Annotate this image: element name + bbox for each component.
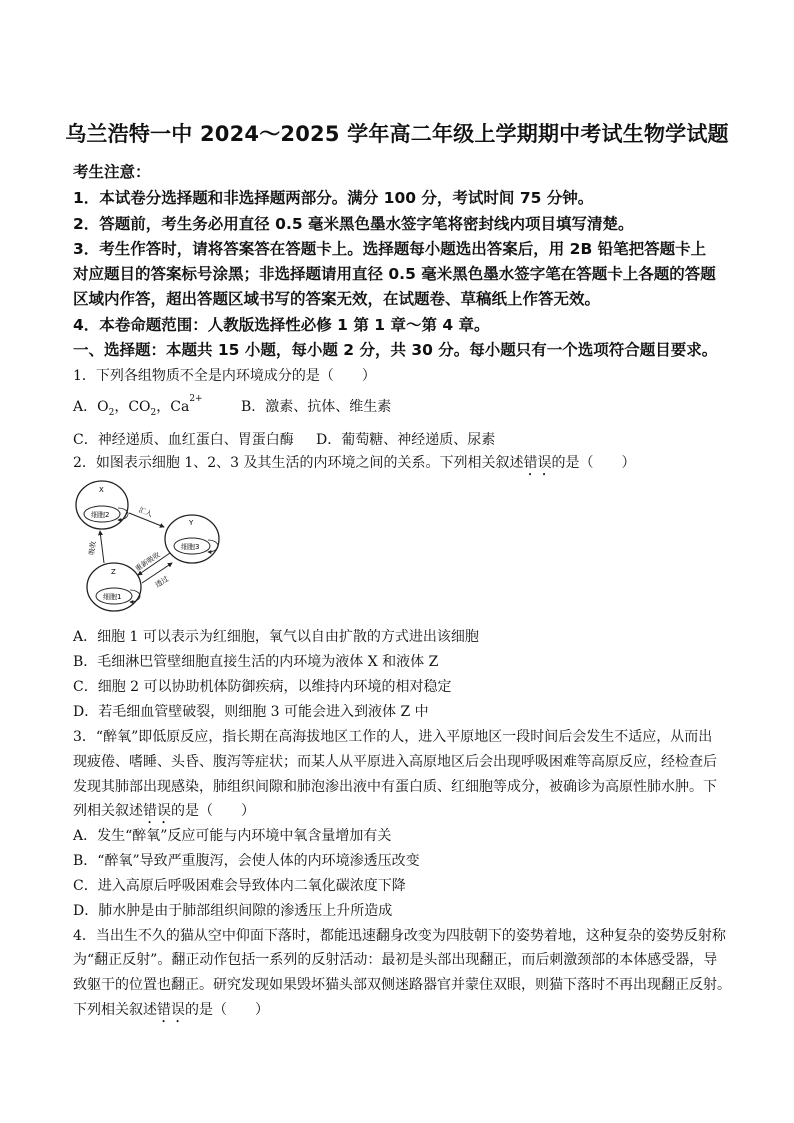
arrow-z-to-x	[100, 531, 104, 563]
q2-option-a: A．细胞 1 可以表示为红细胞，氧气以自由扩散的方式进出该细胞	[73, 629, 479, 645]
notice-heading: 考生注意：	[73, 163, 151, 181]
section-1-heading: 一、选择题：本题共 15 小题，每小题 2 分，共 30 分。每小题只有一个选项符合题目要求。	[73, 341, 718, 359]
arrow-chongxin-label: 重新吸收	[133, 550, 162, 574]
arrow-huiru-label: 汇入	[137, 505, 154, 519]
q3-option-a: A．发生“醉氧”反应可能与内环境中氧含量增加有关	[73, 828, 392, 844]
fluid-x-label: X	[99, 486, 104, 494]
cell-2-label: 细胞2	[91, 511, 110, 519]
fluid-z-label: Z	[111, 568, 116, 576]
q2-option-b: B．毛细淋巴管壁细胞直接生活的内环境为液体 X 和液体 Z	[73, 654, 439, 670]
notice-item-3-line-3: 区域内作答，超出答题区域书写的答案无效，在试题卷、草稿纸上作答无效。	[73, 290, 601, 308]
q4-stem-line-1: 4．当出生不久的猫从空中仰面下落时，都能迅速翻身改变为四肢朝下的姿势着地，这种复杂的姿势反射称	[73, 928, 726, 944]
q2-option-d: D．若毛细血管壁破裂，则细胞 3 可能会进入到液体 Z 中	[73, 704, 429, 720]
q4-stem-line-3: 致躯干的位置也翻正。研究发现如果毁坏猫头部双侧迷路器官并蒙住双眼，则猫下落时不再出现翻正反射。	[73, 977, 731, 993]
notice-item-4: 4．本卷命题范围：人教版选择性必修 1 第 1 章～第 4 章。	[73, 316, 490, 334]
q1-option-b: B．激素、抗体、维生素	[241, 399, 392, 415]
arrow-tougo-label: 透过	[153, 574, 170, 590]
q3-option-b: B．“醉氧”导致严重腹泻，会使人体的内环境渗透压改变	[73, 853, 420, 869]
cell-1-label: 细胞1	[103, 593, 122, 601]
q4-stem-line-2: 为“翻正反射”。翻正动作包括一系列的反射活动：最初是头部出现翻正，而后刺激颈部的本体感受器，导	[73, 952, 718, 968]
q3-option-c: C．进入高原后呼吸困难会导致体内二氧化碳浓度下降	[73, 878, 406, 894]
q1-option-a: A．$O_2$，$CO_2$，$Ca^{2+}$	[73, 394, 203, 418]
q2-stem: 2．如图表示细胞 1、2、3 及其生活的内环境之间的关系。下列相关叙述错误的是（ ）	[73, 455, 636, 471]
q1-option-c: C．神经递质、血红蛋白、胃蛋白酶	[73, 432, 294, 448]
q1-stem: 1．下列各组物质不全是内环境成分的是（ ）	[73, 368, 376, 384]
cell-3-label: 细胞3	[181, 543, 200, 551]
q3-option-d: D．肺水肿是由于肺部组织间隙的渗透压上升所造成	[73, 903, 393, 919]
body-fluid-diagram	[74, 477, 224, 615]
q2-option-c: C．细胞 2 可以协助机体防御疾病，以维持内环境的相对稳定	[73, 679, 452, 695]
arrow-xishou-label: 吸收	[87, 540, 98, 556]
exam-title: 乌兰浩特一中 2024～2025 学年高二年级上学期期中考试生物学试题	[65, 122, 729, 146]
q4-stem-line-4: 下列相关叙述错误的是（ ）	[73, 1002, 269, 1018]
q3-stem-line-3: 发现其肺部出现感染，肺组织间隙和肺泡渗出液中有蛋白质、红细胞等成分，被确诊为高原性肺水肿。下	[73, 779, 717, 795]
notice-item-3-line-2: 对应题目的答案标号涂黑；非选择题请用直径 0.5 毫米黑色墨水签字笔在答题卡上各题的答题	[73, 265, 716, 283]
q1-option-d: D．葡萄糖、神经递质、尿素	[316, 432, 496, 448]
q3-stem-line-4: 列相关叙述错误的是（ ）	[73, 803, 255, 819]
q3-stem-line-1: 3．“醉氧”即低原反应，指长期在高海拔地区工作的人，进入平原地区一段时间后会发生不适应，从而出	[73, 729, 713, 745]
q3-stem-line-2: 现疲倦、嗜睡、头昏、腹泻等症状；而某人从平原进入高原地区后会出现呼吸困难等高原反应，经检查后	[73, 754, 717, 770]
notice-item-2: 2．答题前，考生务必用直径 0.5 毫米黑色墨水签字笔将密封线内项目填写清楚。	[73, 215, 634, 233]
fluid-y-label: Y	[189, 519, 194, 527]
notice-item-3-line-1: 3．考生作答时，请将答案答在答题卡上。选择题每小题选出答案后，用 2B 铅笔把答题卡上	[73, 240, 707, 258]
notice-item-1: 1．本试卷分选择题和非选择题两部分。满分 100 分，考试时间 75 分钟。	[73, 189, 594, 207]
